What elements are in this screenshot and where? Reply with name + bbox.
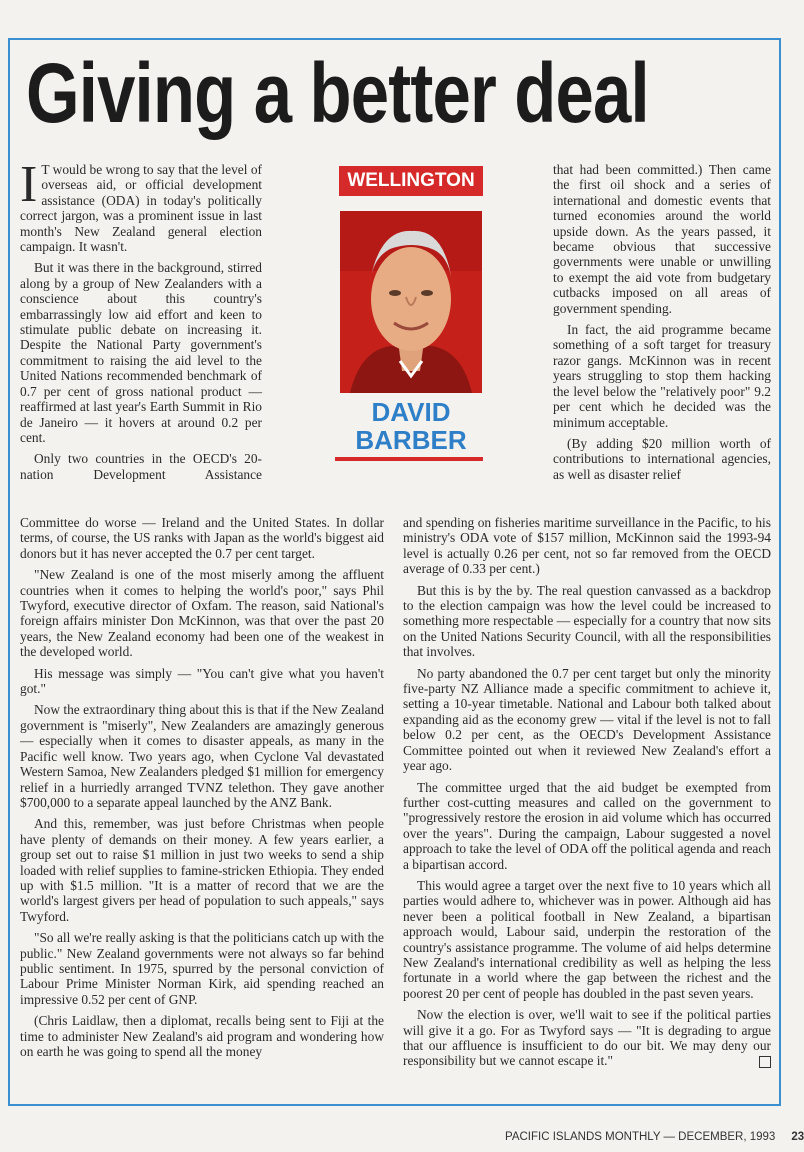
author-byline bbox=[336, 398, 486, 454]
paragraph: and spending on fisheries maritime surveillance in the Pacific, to his ministry's ODA vote of $157 million, McKinnon said the 1993-94 level is actually 0.26 per cent, not so far removed from the OECD average of 0.33 per cent.) bbox=[403, 515, 771, 577]
drop-cap: I bbox=[20, 156, 38, 213]
paragraph: No party abandoned the 0.7 per cent target but only the minority five-party NZ Alliance made a specific commitment to achieve it, setting a 10-year timetable. National and Labour both talked about expanding aid as the economy grew — vital if the level is not to fall below 0.2 per cent, as the OECD's Development Assistance Committee pointed out when it reviewed New Zealand's effort a year ago. bbox=[403, 665, 771, 774]
column-3 bbox=[553, 162, 771, 488]
paragraph: Now the election is over, we'll wait to see if the political parties will give it a go. For as Twyford says — "It is degrading to argue that our affluence is insufficient to do our bit. We may deny our responsibility but we cannot escape it." bbox=[403, 1007, 771, 1069]
paragraph: (By adding $20 million worth of contributions to international agencies, as well as disaster relief bbox=[553, 435, 771, 482]
paragraph: And this, remember, was just before Christmas when people have plenty of demands on their money. A few years earlier, a group set out to raise $1 million in just two weeks to send a ship loaded with relief supplies to famine-stricken Ethiopia. They ended up with $1.5 million. "It is a matter of record that we are the world's largest givers per head of population to such appeals," says Twyford. bbox=[20, 816, 384, 924]
paragraph: His message was simply — "You can't give what you haven't got." bbox=[20, 665, 384, 697]
author-first-name: DAVID bbox=[371, 397, 451, 427]
paragraph: (Chris Laidlaw, then a diplomat, recalls being sent to Fiji at the time to administer New Zealand's aid program and wondering how on earth he was going to spend all the money bbox=[20, 1013, 384, 1059]
paragraph: Only two countries in the OECD's 20-nation Development Assistance bbox=[20, 451, 262, 482]
paragraph: The committee urged that the aid budget be exempted from further cost-cutting measures and called on the government to "progressively restore the erosion in aid volume which has occurred over the years". During the campaign, Labour suggested a novel approach to take the level of ODA off the political agenda and reach a bipartisan accord. bbox=[403, 779, 771, 872]
location-tag: WELLINGTON bbox=[339, 166, 483, 196]
paragraph: that had been committed.) Then came the first oil shock and a series of international and domestic events that turned economies around the world upside down. As the years passed, it became obvious that successive governments were unable or unwilling to exempt the aid vote from budgetary cutbacks imposed on all areas of government spending. bbox=[553, 162, 771, 316]
paragraph: But it was there in the background, stirred along by a group of New Zealanders with a conscience about this country's embarrassingly low aid effort and keen to stimulate public debate on increasing it. Despite the National Party government's commitment to raising the aid level to the United Nations recommended benchmark of 0.7 per cent of gross national product — reaffirmed at last year's Earth Summit in Rio de Janeiro — it hovers at around 0.2 per cent. bbox=[20, 260, 262, 445]
paragraph: Now the extraordinary thing about this is that if the New Zealand government is "miserly", New Zealanders are amazingly generous — especially when it comes to disaster appeals, as many in the Pacific well know. Two years ago, when Cyclone Val devastated Western Samoa, New Zealanders pledged $1 million for emergency relief in a hurriedly arranged TVNZ telethon. They gave another $700,000 to a separate appeal launched by the ANZ Bank. bbox=[20, 702, 384, 810]
paragraph: Committee do worse — Ireland and the United States. In dollar terms, of course, the US ranks with Japan as the world's biggest aid donors but it has never accepted the 0.7 per cent target. bbox=[20, 515, 384, 561]
column-wide-left bbox=[20, 515, 384, 1065]
paragraph: I T would be wrong to say that the level of overseas aid, or official development assistance (ODA) in today's politically correct jargon, was a prominent issue in last month's New Zealand general election campaign. It wasn't. bbox=[20, 156, 262, 255]
paragraph: "New Zealand is one of the most miserly among the affluent countries when it comes to helping the world's poor," says Phil Twyford, executive director of Oxfam. The reason, said National's foreign affairs minister Don McKinnon, was that over the past 20 years, the New Zealand economy had been one of the weakest in the developed world. bbox=[20, 567, 384, 660]
byline-rule bbox=[335, 457, 483, 461]
paragraph: This would agree a target over the next five to 10 years which all parties would adhere to, whichever was in power. Although aid has never been a political football in New Zealand, a bipartisan approach would, Labour said, underpin the restoration of the country's assistance programme. The volume of aid helps determine New Zealand's international credibility as well as helping the less fortunate in a world where the gap between the richest and the poorest 20 per cent of people has doubled in the past seven years. bbox=[403, 877, 771, 1001]
page-footer bbox=[505, 1131, 804, 1143]
end-mark-icon bbox=[759, 1056, 771, 1068]
portrait-image bbox=[340, 211, 482, 393]
column-1 bbox=[20, 156, 262, 488]
author-last-name: BARBER bbox=[355, 425, 467, 455]
paragraph: "So all we're really asking is that the politicians catch up with the public." New Zealand governments were not always so far behind public sentiment. In 1975, spurred by the personal conviction of Labour Prime Minister Norman Kirk, aid spending reached an impressive 0.52 per cent of GNP. bbox=[20, 930, 384, 1007]
publication-line: PACIFIC ISLANDS MONTHLY — DECEMBER, 1993 bbox=[505, 1131, 776, 1143]
paragraph: In fact, the aid programme became something of a soft target for treasury razor gangs. McKinnon was in recent years struggling to stop them hacking the level below the "relatively poor" 9.2 per cent which he decided was the minimum acceptable. bbox=[553, 322, 771, 430]
paragraph: But this is by the by. The real question canvassed as a backdrop to the election campaign was how the level could be increased to something more respectable — especially for a country that now sits on the United Nations Security Council, with all the responsibilities that involves. bbox=[403, 582, 771, 660]
author-photo bbox=[340, 211, 482, 393]
column-wide-right bbox=[403, 515, 771, 1075]
headline: Giving a better deal bbox=[26, 46, 649, 140]
page-number: 23 bbox=[791, 1131, 804, 1143]
